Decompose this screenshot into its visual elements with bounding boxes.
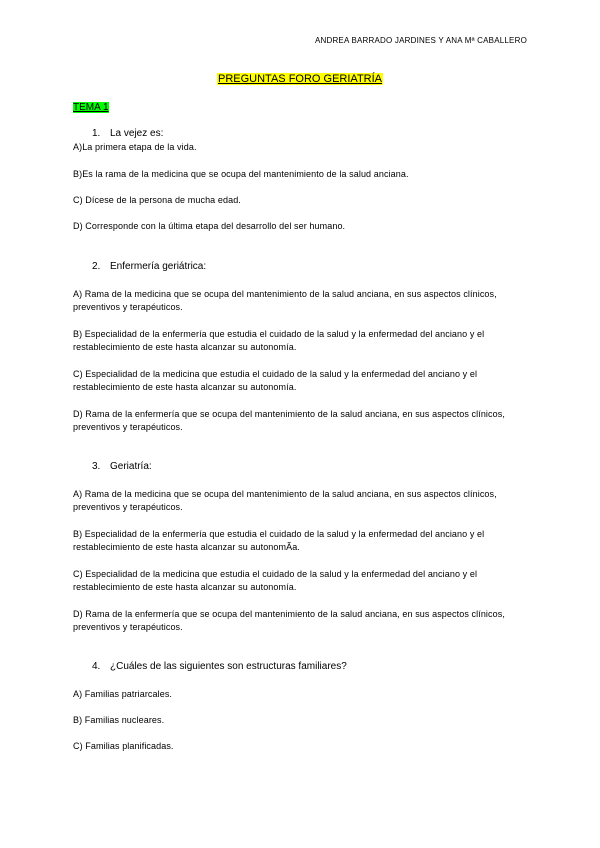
option: C) Especialidad de la medicina que estudia el cuidado de la salud y la enfermedad del anciano y el restablecimiento de este hasta alcanzar su autonomía. xyxy=(73,569,478,592)
document-title-text: PREGUNTAS FORO GERIATRÍA xyxy=(218,73,382,85)
question-number: 2. xyxy=(92,261,101,272)
option: D) Corresponde con la última etapa del desarrollo del ser humano. xyxy=(73,221,346,231)
section-label-text: TEMA 1 xyxy=(73,102,109,113)
question-2 xyxy=(92,261,206,272)
option: B) Especialidad de la enfermería que estudia el cuidado de la salud y la enfermedad del anciano y el restablecimiento de este hasta alcanzar su autonomía. xyxy=(73,329,485,352)
option: A) Familias patriarcales. xyxy=(73,689,173,699)
question-number: 1. xyxy=(92,128,101,139)
option: C) Dícese de la persona de mucha edad. xyxy=(73,195,241,205)
option: B)Es la rama de la medicina que se ocupa del mantenimiento de la salud anciana. xyxy=(73,169,409,179)
option: D) Rama de la enfermería que se ocupa del mantenimiento de la salud anciana, en sus aspectos clínicos, preventivos y terapéuticos. xyxy=(73,609,505,632)
option: B) Especialidad de la enfermería que estudia el cuidado de la salud y la enfermedad del anciano y el restablecimiento de este hasta alcanzar su autonomÃa. xyxy=(73,529,485,552)
question-number: 4. xyxy=(92,661,101,672)
section-label xyxy=(73,102,109,113)
question-text: Geriatría: xyxy=(110,461,152,472)
option: C) Especialidad de la medicina que estudia el cuidado de la salud y la enfermedad del anciano y el restablecimiento de este hasta alcanzar su autonomía. xyxy=(73,369,478,392)
question-number: 3. xyxy=(92,461,101,472)
option: D) Rama de la enfermería que se ocupa del mantenimiento de la salud anciana, en sus aspectos clínicos, preventivos y terapéuticos. xyxy=(73,409,505,432)
option: B) Familias nucleares. xyxy=(73,715,165,725)
page-header: ANDREA BARRADO JARDINES Y ANA Mª CABALLERO xyxy=(314,36,527,45)
question-4 xyxy=(92,661,347,672)
question-text: ¿Cuáles de las siguientes son estructuras familiares? xyxy=(110,661,347,672)
option: C) Familias planificadas. xyxy=(73,741,174,751)
question-text: Enfermería geriátrica: xyxy=(110,261,207,272)
option: A) Rama de la medicina que se ocupa del mantenimiento de la salud anciana, en sus aspectos clínicos, preventivos y terapéuticos. xyxy=(73,489,497,512)
question-text: La vejez es: xyxy=(110,128,164,139)
option: A)La primera etapa de la vida. xyxy=(73,142,197,152)
option: A) Rama de la medicina que se ocupa del mantenimiento de la salud anciana, en sus aspectos clínicos, preventivos y terapéuticos. xyxy=(73,289,497,312)
question-3 xyxy=(92,461,152,472)
question-1 xyxy=(92,128,163,139)
document-title xyxy=(0,73,600,85)
